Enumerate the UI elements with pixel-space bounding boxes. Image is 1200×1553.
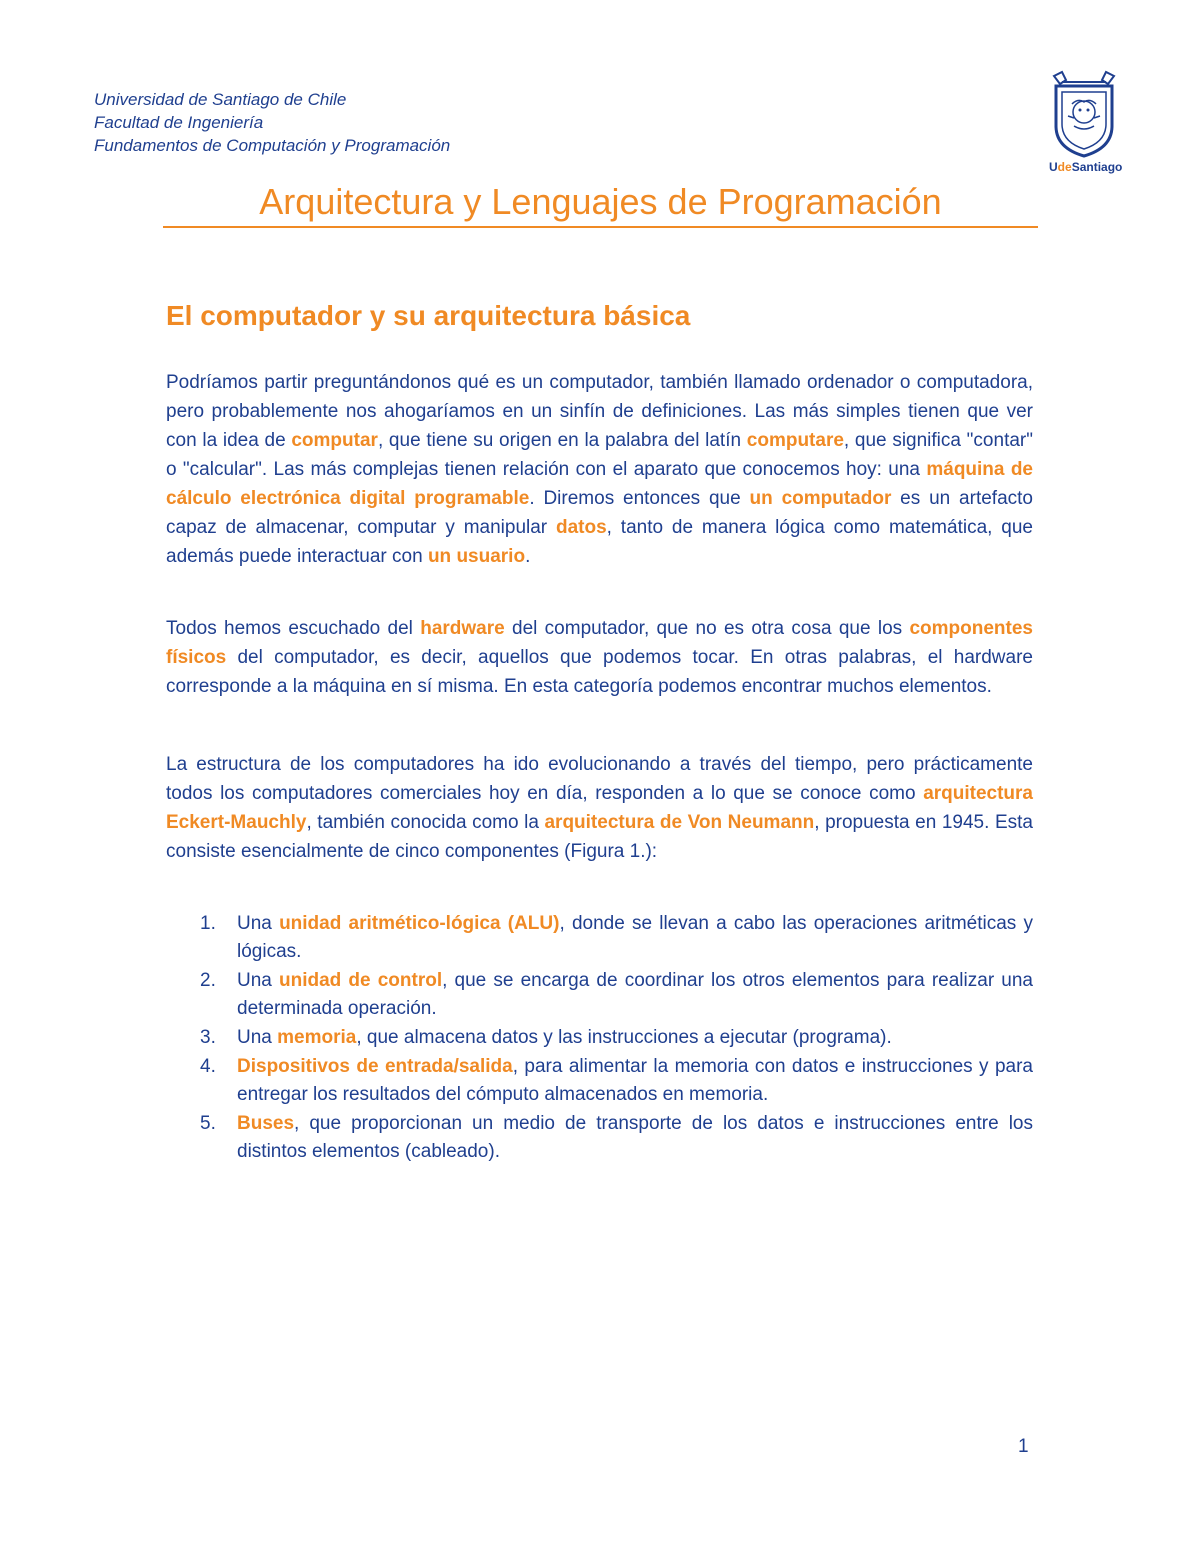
header-line-course: Fundamentos de Computación y Programación [94, 136, 451, 155]
list-text: , donde se llevan a cabo las operaciones aritméticas y lógicas. [237, 913, 1033, 962]
highlight-term: computar [291, 430, 378, 451]
logo-caption-suffix: Santiago [1071, 160, 1123, 174]
paragraph-text: , que tiene su origen en la palabra del latín [377, 430, 747, 451]
highlight-term: un computador [749, 488, 892, 509]
paragraph-text: . [525, 546, 531, 567]
paragraph-text: La estructura de los computadores ha ido evolucionando a través del tiempo, pero prácticamente todos los computadores comerciales hoy en día, responden a lo que se conoce como [166, 754, 1033, 804]
list-number: 5. [200, 1113, 216, 1134]
paragraph-text: , que significa "contar" o "calcular". Las más complejas tienen relación con el aparato que conocemos hoy: una [166, 430, 1033, 480]
page-number: 1 [1018, 1436, 1029, 1457]
highlight-term: datos [555, 517, 607, 538]
paragraph-text: Podríamos partir preguntándonos qué es un computador, también llamado ordenador o computadora, pero probablemente nos ahogaríamos en un sinfín de definiciones. Las más simples tienen que ver con la idea de [166, 372, 1033, 451]
list-number: 1. [200, 913, 216, 934]
list-text: Una [237, 970, 279, 991]
list-text: , que se encarga de coordinar los otros elementos para realizar una determinada operación. [237, 970, 1033, 1019]
list-number: 2. [200, 970, 216, 991]
paragraph-2 [166, 614, 1033, 701]
highlight-term: arquitectura de Von Neumann [544, 812, 815, 833]
list-text: Una [237, 913, 280, 934]
highlight-term: Buses [237, 1113, 295, 1134]
list-item [166, 1053, 1033, 1109]
highlight-term: Dispositivos de entrada/salida [237, 1056, 513, 1077]
list-text: , que almacena datos y las instrucciones a ejecutar (programa). [356, 1027, 892, 1048]
highlight-term: computare [746, 430, 844, 451]
highlight-term: memoria [277, 1027, 357, 1048]
highlight-term: unidad de control [279, 970, 443, 991]
paragraph-text: , también conocida como la [306, 812, 545, 833]
header-line-faculty: Facultad de Ingeniería [94, 113, 264, 132]
highlight-term: componentes físicos [166, 618, 1033, 668]
list-text: Una [237, 1027, 278, 1048]
paragraph-text: Todos hemos escuchado del [166, 618, 421, 639]
logo-caption-accent: de [1057, 160, 1072, 174]
paragraph-text: , propuesta en 1945. Esta consiste esencialmente de cinco componentes (Figura 1.): [166, 812, 1033, 862]
list-text: , para alimentar la memoria con datos e instrucciones y para entregar los resultados del cómputo almacenados en memoria. [237, 1056, 1033, 1105]
logo-caption-prefix: U [1049, 160, 1058, 174]
document-title: Arquitectura y Lenguajes de Programación [163, 178, 1038, 228]
logo-caption [1049, 160, 1122, 174]
highlight-term: arquitectura Eckert-Mauchly [166, 783, 1033, 833]
section-title: El computador y su arquitectura básica [166, 300, 691, 331]
paragraph-text: del computador, es decir, aquellos que podemos tocar. En otras palabras, el hardware corresponde a la máquina en sí misma. En esta categoría podemos encontrar muchos elementos. [166, 647, 1033, 697]
highlight-term: máquina de cálculo electrónica digital programable [166, 459, 1034, 509]
highlight-term: un usuario [427, 546, 526, 567]
list-item [166, 967, 1033, 1023]
list-item [166, 910, 1033, 966]
paragraph-text: . Diremos entonces que [529, 488, 750, 509]
list-item [166, 1024, 1033, 1052]
components-list [166, 910, 1033, 1167]
paragraph-3 [166, 750, 1033, 866]
paragraph-text: es un artefacto capaz de almacenar, computar y manipular [166, 488, 1033, 538]
list-number: 4. [200, 1056, 216, 1077]
list-number: 3. [200, 1027, 216, 1048]
header-line-university: Universidad de Santiago de Chile [94, 90, 347, 109]
paragraph-1 [166, 368, 1033, 571]
highlight-term: hardware [420, 618, 505, 639]
list-text: , que proporcionan un medio de transporte de los datos e instrucciones entre los distintos elementos (cableado). [237, 1113, 1033, 1162]
paragraph-text: , tanto de manera lógica como matemática, que además puede interactuar con [166, 517, 1033, 567]
institution-header [94, 88, 450, 157]
paragraph-text: del computador, que no es otra cosa que los [504, 618, 910, 639]
highlight-term: unidad aritmético-lógica (ALU) [279, 913, 560, 934]
list-item [166, 1110, 1033, 1166]
